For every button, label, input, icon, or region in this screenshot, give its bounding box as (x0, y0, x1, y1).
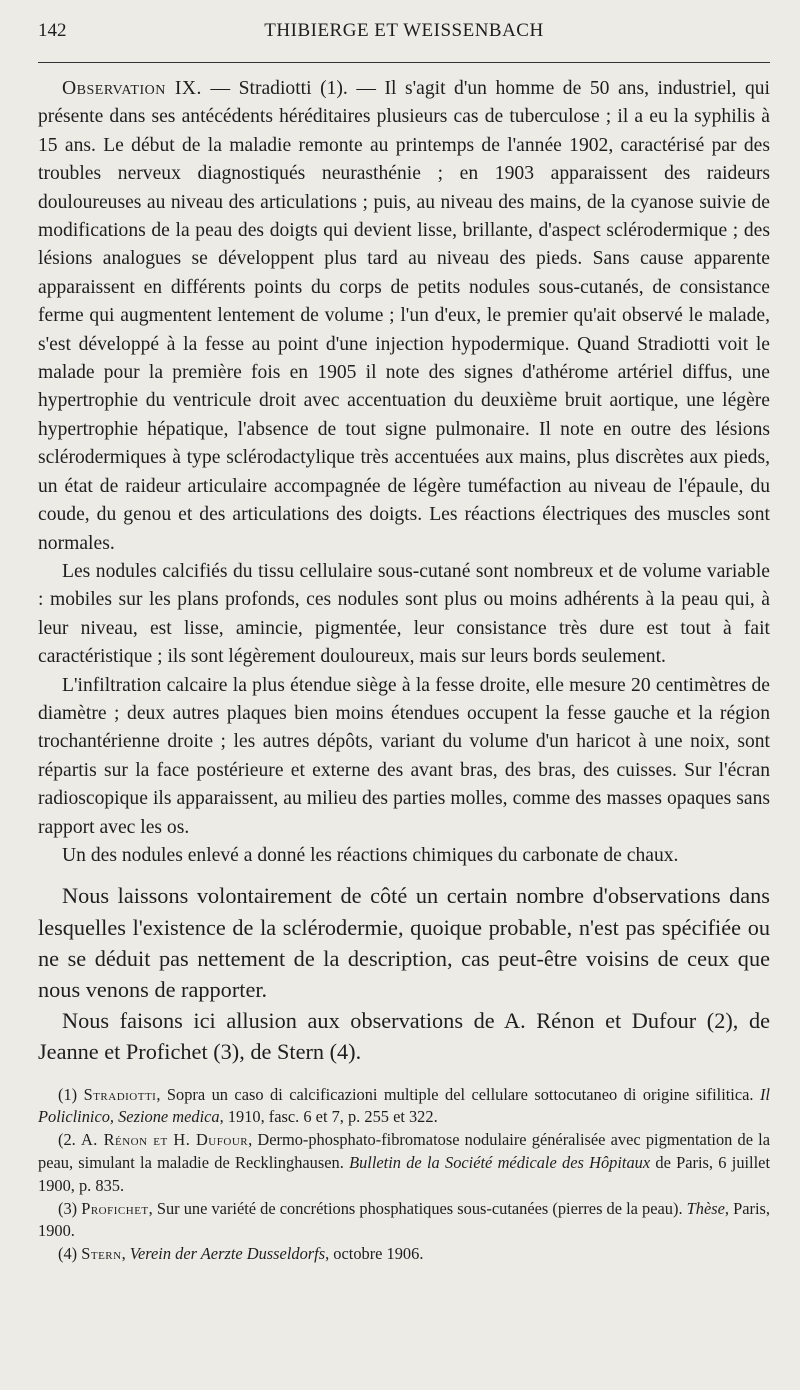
footnote-text: , (121, 1244, 130, 1264)
footnote-journal: Il Policlinico, Sezione medica (38, 1084, 770, 1127)
page-number: 142 (38, 20, 67, 41)
footnote-number: (1) (58, 1084, 78, 1104)
footnote (38, 1129, 770, 1197)
header-rule (38, 62, 770, 63)
footnote-text: , 1910, fasc. 6 et 7, p. 255 et 322. (219, 1107, 438, 1127)
footnote-number: (4) (58, 1244, 78, 1264)
footnote-text: , Sur une variété de concrétions phosphatiques sous-cutanées (pierres de la peau). (148, 1198, 687, 1218)
footnote-author: Profichet (81, 1198, 149, 1218)
observation-paragraph-3: L'infiltration calcaire la plus étendue siège à la fesse droite, elle mesure 20 centimètres de diamètre ; deux autres plaques bien moins étendues occupent la fesse gauche et la région trochantérienne droite ; les autres dépôts, variant du volume d'un haricot à une noix, sont répartis sur la face postérieure et externe des avant bras, des bras, des cuisses. Sur l'écran radioscopique ils apparaissent, au milieu des parties molles, comme des masses opaques sans rapport avec les os. (38, 674, 770, 838)
discussion-section (38, 880, 770, 1067)
footnote (38, 1084, 770, 1130)
observation-paragraph-1 (38, 75, 770, 558)
footnote-text: , Sopra un caso di calcificazioni multiple del cellulare sottocutaneo di origine sifilitica. (156, 1084, 760, 1104)
observation-label: Observation IX. (62, 78, 202, 99)
observation-text-1: — Stradiotti (1). — Il s'agit d'un homme de 50 ans, industriel, qui présente dans ses antécédents héréditaires plusieurs cas de tuberculose ; il a eu la syphilis à 15 ans. Le début de la maladie remonte au printemps de l'année 1902, caractérisé par des troubles nerveux diagnostiqués neurasthénie ; en 1903 apparaissent des raideurs douloureuses au niveau des articulations ; puis, au niveau des mains, de la cyanose suivie de modifications de la peau des doigts qui devient lisse, brillante, d'aspect sclérodermique ; des lésions analogues se développent plus tard au niveau des pieds. Sans cause apparente apparaissent en différents points du corps de petits nodules sous-cutanés, de consistance ferme qui augmentent lentement de volume ; l'un d'eux, le premier qu'ait observé le malade, s'est développé à la fesse au point d'une injection hypodermique. Quand Stradiotti voit le malade pour la première fois en 1905 il note des signes d'athérome artériel diffus, une hypertrophie du ventricule droit avec accentuation du deuxième bruit aortique, une légère hypertrophie hépatique, l'absence de tout signe pulmonaire. Il note en outre des lésions sclérodermiques à type sclérodactylique très accentuées aux mains, plus discrètes aux pieds, un état de raideur articulaire accompagnée de légère tuméfaction au niveau de l'épaule, du coude, du genou et des articulations des doigts. Les réactions électriques des muscles sont normales. (38, 78, 770, 554)
footnote-number: (3) (58, 1198, 78, 1218)
page-header (38, 14, 770, 48)
discussion-paragraph-1: Nous laissons volontairement de côté un certain nombre d'observations dans lesquelles l'existence de la sclérodermie, quoique probable, n'est pas spécifiée ou ne se déduit pas nettement de la description, cas peut-être voisins de ceux que nous venons de rapporter. (38, 883, 770, 1002)
footnote-author: Stradiotti (83, 1084, 157, 1104)
footnote-author: A. Rénon et H. Dufour (80, 1130, 249, 1150)
observation-paragraph-2: Les nodules calcifiés du tissu cellulaire sous-cutané sont nombreux et de volume variable : mobiles sur les plans profonds, ces nodules sont plus ou moins adhérents à la peau qui, à leur niveau, est lisse, amincie, pigmentée, leur consistance très dure est tout à fait caractéristique ; ils sont légèrement douloureux, mais sur leurs bords seulement. (38, 560, 770, 668)
footnote (38, 1243, 770, 1266)
footnote-journal: Bulletin de la Société médicale des Hôpitaux (349, 1152, 651, 1172)
footnote-author: Stern (81, 1244, 122, 1264)
footnote-text: de Paris, 6 juillet 1900, p. 835. (38, 1152, 770, 1195)
footnote-text: , Dermo-phosphato-fibromatose nodulaire généralisée avec pigmentation de la peau, simulant la maladie de Recklinghausen. (38, 1130, 770, 1172)
observation-paragraph-4: Un des nodules enlevé a donné les réactions chimiques du carbonate de chaux. (62, 844, 679, 866)
footnote-journal: Verein der Aerzte Dusseldorfs (129, 1244, 326, 1264)
footnote-journal: Thèse (686, 1198, 725, 1218)
footnote-text: , Paris, 1900. (38, 1198, 770, 1241)
footnote-text: , octobre 1906. (325, 1244, 424, 1264)
running-head: THIBIERGE ET WEISSENBACH (264, 20, 544, 41)
footnotes (38, 1084, 770, 1266)
observation-section (38, 75, 770, 870)
discussion-paragraph-2: Nous faisons ici allusion aux observations de A. Rénon et Dufour (2), de Jeanne et Profichet (3), de Stern (4). (38, 1008, 770, 1065)
footnote-number: (2. (58, 1130, 76, 1150)
footnote (38, 1198, 770, 1244)
